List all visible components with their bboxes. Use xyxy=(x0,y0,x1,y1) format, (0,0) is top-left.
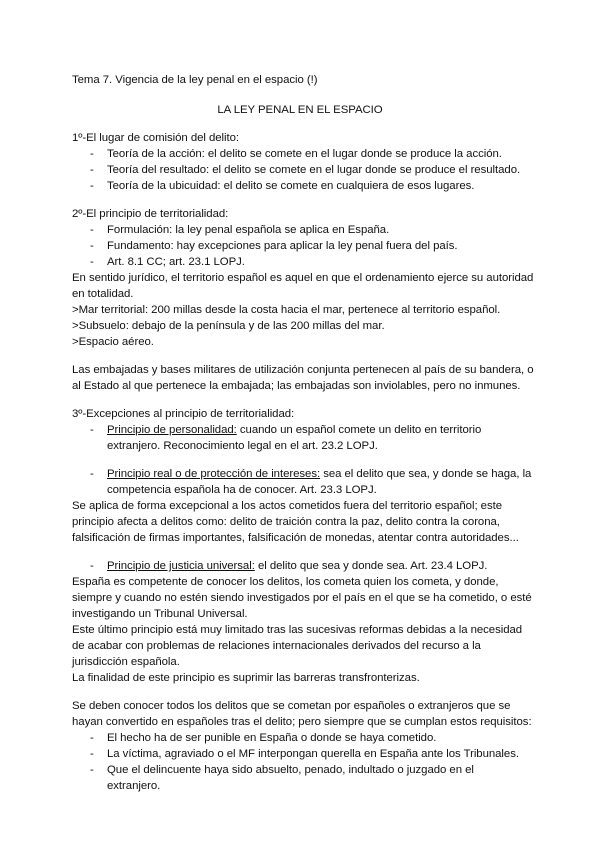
principle-personalidad xyxy=(107,422,481,438)
principle-title: Principio de justicia universal: xyxy=(107,560,255,572)
bullet-dash: - xyxy=(90,424,94,436)
principle-text: sea el delito que sea, y donde se haga, la xyxy=(320,468,532,480)
bullet-dash: - xyxy=(90,560,94,572)
paragraph-line: de acabar con problemas de relaciones internacionales derivados del recurso a la xyxy=(72,640,481,652)
document-header: Tema 7. Vigencia de la ley penal en el espacio (!) xyxy=(72,74,318,86)
paragraph-line: en totalidad. xyxy=(72,288,134,300)
principle-title: Principio de personalidad: xyxy=(107,424,237,436)
paragraph-line: Las embajadas y bases militares de utilización conjunta pertenecen al país de su bandera, o xyxy=(72,364,534,376)
bullet-dash: - xyxy=(90,732,94,744)
list-item: Fundamento: hay excepciones para aplicar la ley penal fuera del país. xyxy=(107,240,458,252)
bullet-dash: - xyxy=(90,468,94,480)
section-2-heading: 2º-El principio de territorialidad: xyxy=(72,208,229,220)
paragraph-line: investigando un Tribunal Universal. xyxy=(72,608,248,620)
list-item: Que el delincuente haya sido absuelto, penado, indultado o juzgado en el xyxy=(107,764,474,776)
bullet-dash: - xyxy=(90,164,94,176)
paragraph-line: Se deben conocer todos los delitos que se cometan por españoles o extranjeros que se xyxy=(72,700,511,712)
paragraph-line: En sentido jurídico, el territorio español es aquel en que el ordenamiento ejerce su autoridad xyxy=(72,272,534,284)
principle-title: Principio real o de protección de intereses: xyxy=(107,468,321,480)
list-item: Formulación: la ley penal española se aplica en España. xyxy=(107,224,390,236)
paragraph-line: siempre y cuando no estén siendo investigados por el país en el que se ha cometido, o esté xyxy=(72,592,532,604)
principle-text-line: extranjero. Reconocimiento legal en el art. 23.2 LOPJ. xyxy=(107,440,378,452)
principle-text: cuando un español comete un delito en territorio xyxy=(236,424,482,436)
bullet-dash: - xyxy=(90,180,94,192)
list-item: Teoría del resultado: el delito se comete en el lugar donde se produce el resultado. xyxy=(107,164,521,176)
bullet-dash: - xyxy=(90,224,94,236)
bullet-dash: - xyxy=(90,148,94,160)
paragraph-line: jurisdicción española. xyxy=(72,656,180,668)
principle-text-line: competencia española ha de conocer. Art. 23.3 LOPJ. xyxy=(107,484,377,496)
list-item-continuation: extranjero. xyxy=(107,780,161,792)
paragraph-line: La finalidad de este principio es suprimir las barreras transfronterizas. xyxy=(72,672,420,684)
principle-justicia-universal xyxy=(107,558,487,574)
list-item: Teoría de la acción: el delito se comete en el lugar donde se produce la acción. xyxy=(107,148,502,160)
bullet-dash: - xyxy=(90,764,94,776)
espacio-aereo-line: >Espacio aéreo. xyxy=(72,336,154,348)
principle-text: el delito que sea y donde sea. Art. 23.4 LOPJ. xyxy=(254,560,488,572)
paragraph-line: principio afecta a delitos como: delito de traición contra la paz, delito contra la corona, xyxy=(72,516,500,528)
list-item: La víctima, agraviado o el MF interpongan querella en España ante los Tribunales. xyxy=(107,748,519,760)
paragraph-line: hayan convertido en españoles tras el delito; pero siempre que se cumplan estos requisitos: xyxy=(72,716,532,728)
mar-territorial-line: >Mar territorial: 200 millas desde la costa hacia el mar, pertenece al territorio español. xyxy=(72,304,501,316)
paragraph-line: España es competente de conocer los delitos, los cometa quien los cometa, y donde, xyxy=(72,576,499,588)
section-3-heading: 3º-Excepciones al principio de territorialidad: xyxy=(72,408,295,420)
principle-real xyxy=(107,466,531,482)
bullet-dash: - xyxy=(90,256,94,268)
list-item: Teoría de la ubicuidad: el delito se comete en cualquiera de esos lugares. xyxy=(107,180,475,192)
paragraph-line: al Estado al que pertenece la embajada; las embajadas son inviolables, pero no inmunes. xyxy=(72,380,521,392)
bullet-dash: - xyxy=(90,748,94,760)
subsuelo-line: >Subsuelo: debajo de la península y de las 200 millas del mar. xyxy=(72,320,385,332)
list-item: El hecho ha de ser punible en España o donde se haya cometido. xyxy=(107,732,437,744)
list-item: Art. 8.1 CC; art. 23.1 LOPJ. xyxy=(107,256,245,268)
document-title: LA LEY PENAL EN EL ESPACIO xyxy=(217,104,383,116)
paragraph-line: Se aplica de forma excepcional a los actos cometidos fuera del territorio español; este xyxy=(72,500,502,512)
bullet-dash: - xyxy=(90,240,94,252)
paragraph-line: Este último principio está muy limitado tras las sucesivas reformas debidas a la necesidad xyxy=(72,624,523,636)
section-1-heading: 1º-El lugar de comisión del delito: xyxy=(72,132,240,144)
paragraph-line: falsificación de firmas importantes, falsificación de monedas, atentar contra autoridades... xyxy=(72,532,519,544)
